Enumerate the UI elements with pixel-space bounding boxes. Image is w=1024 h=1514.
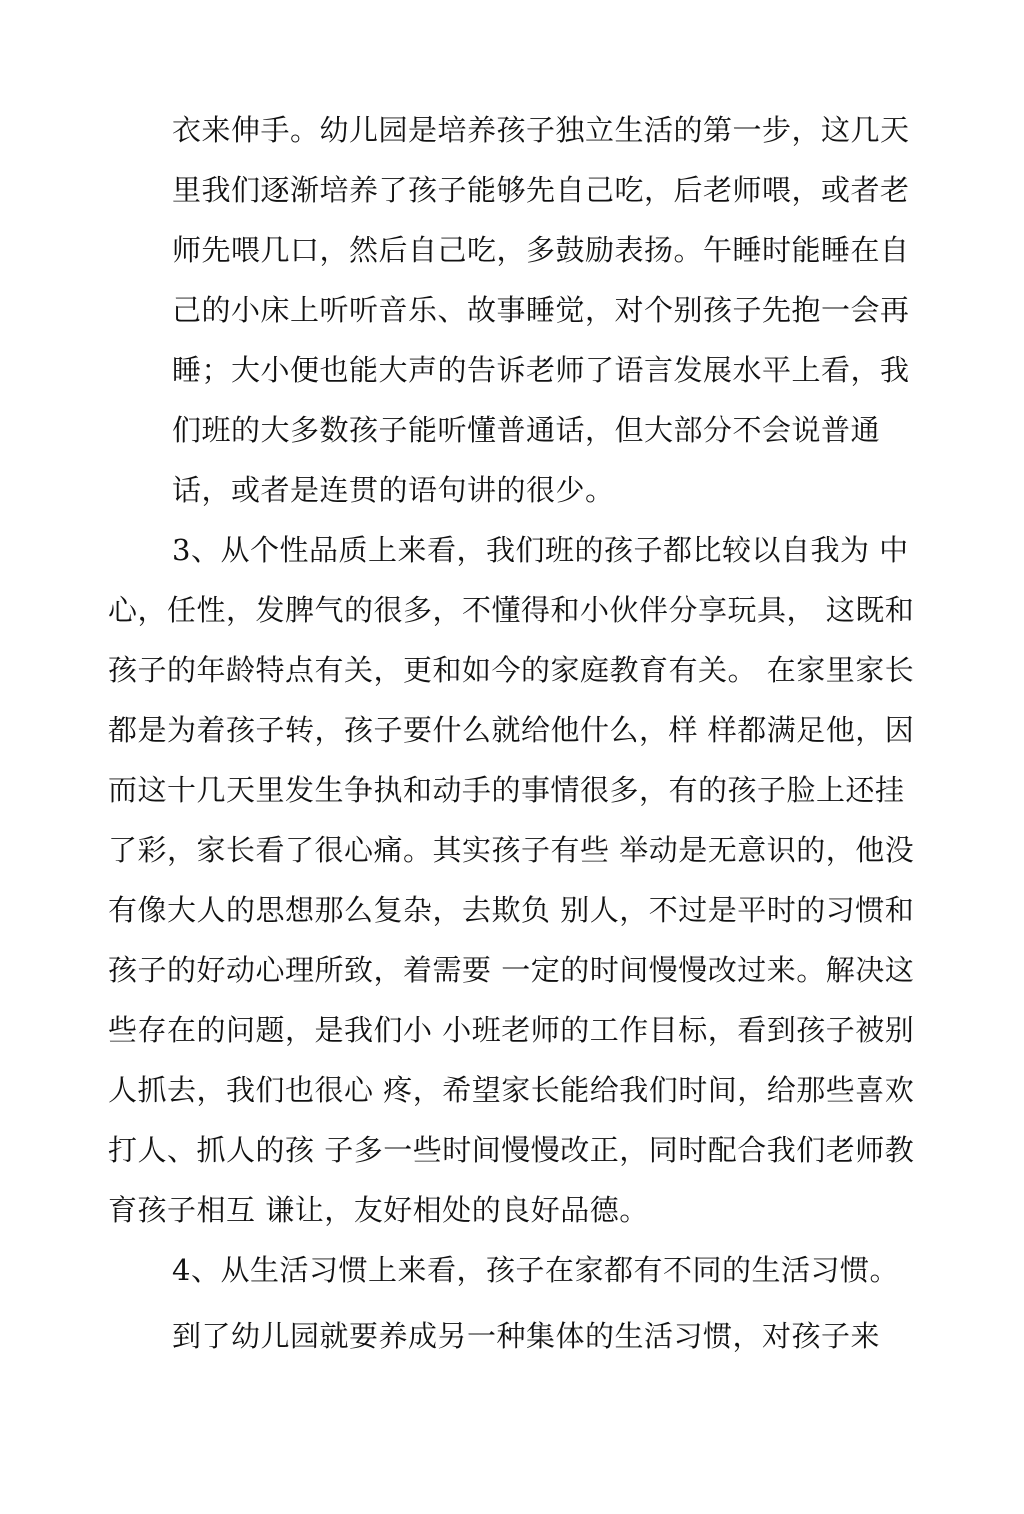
text-line: 们班的大多数孩子能听懂普通话，但大部分不会说普通 bbox=[172, 413, 881, 447]
text-line: 里我们逐渐培养了孩子能够先自己吃，后老师喂，或者老 bbox=[172, 173, 910, 207]
text-line: 孩子的年龄特点有关，更和如今的家庭教育有关。 在家里家长 bbox=[108, 653, 915, 687]
text-line: 育孩子相互 谦让，友好相处的良好品德。 bbox=[108, 1193, 649, 1227]
text-line: 己的小床上听听音乐、故事睡觉，对个别孩子先抱一会再 bbox=[172, 293, 910, 327]
text-line: 人抓去，我们也很心 疼，希望家长能给我们时间，给那些喜欢 bbox=[108, 1073, 915, 1107]
paragraph-3-first-line: 3、从个性品质上来看，我们班的孩子都比较以自我为 中 bbox=[172, 533, 909, 567]
text-line: 都是为着孩子转，孩子要什么就给他什么，样 样都满足他，因 bbox=[108, 713, 915, 747]
paragraph-4-first-line: 4、从生活习惯上来看，孩子在家都有不同的生活习惯。 bbox=[172, 1253, 899, 1287]
text-line: 话，或者是连贯的语句讲的很少。 bbox=[172, 473, 615, 507]
text-line: 而这十几天里发生争执和动手的事情很多，有的孩子脸上还挂 bbox=[108, 773, 905, 807]
text-line: 心，任性，发脾气的很多，不懂得和小伙伴分享玩具， 这既和 bbox=[108, 593, 915, 627]
text-line: 些存在的问题，是我们小 小班老师的工作目标，看到孩子被别 bbox=[108, 1013, 915, 1047]
text-line: 有像大人的思想那么复杂，去欺负 别人，不过是平时的习惯和 bbox=[108, 893, 915, 927]
text-line: 打人、抓人的孩 子多一些时间慢慢改正，同时配合我们老师教 bbox=[108, 1133, 915, 1167]
text-line: 孩子的好动心理所致，着需要 一定的时间慢慢改过来。解决这 bbox=[108, 953, 915, 987]
text-line: 睡；大小便也能大声的告诉老师了语言发展水平上看，我 bbox=[172, 353, 910, 387]
text-line: 了彩，家长看了很心痛。其实孩子有些 举动是无意识的，他没 bbox=[108, 833, 915, 867]
text-line: 衣来伸手。幼儿园是培养孩子独立生活的第一步，这几天 bbox=[172, 113, 910, 147]
text-line: 师先喂几口，然后自己吃，多鼓励表扬。午睡时能睡在自 bbox=[172, 233, 910, 267]
text-line: 到了幼儿园就要养成另一种集体的生活习惯，对孩子来 bbox=[172, 1319, 881, 1353]
